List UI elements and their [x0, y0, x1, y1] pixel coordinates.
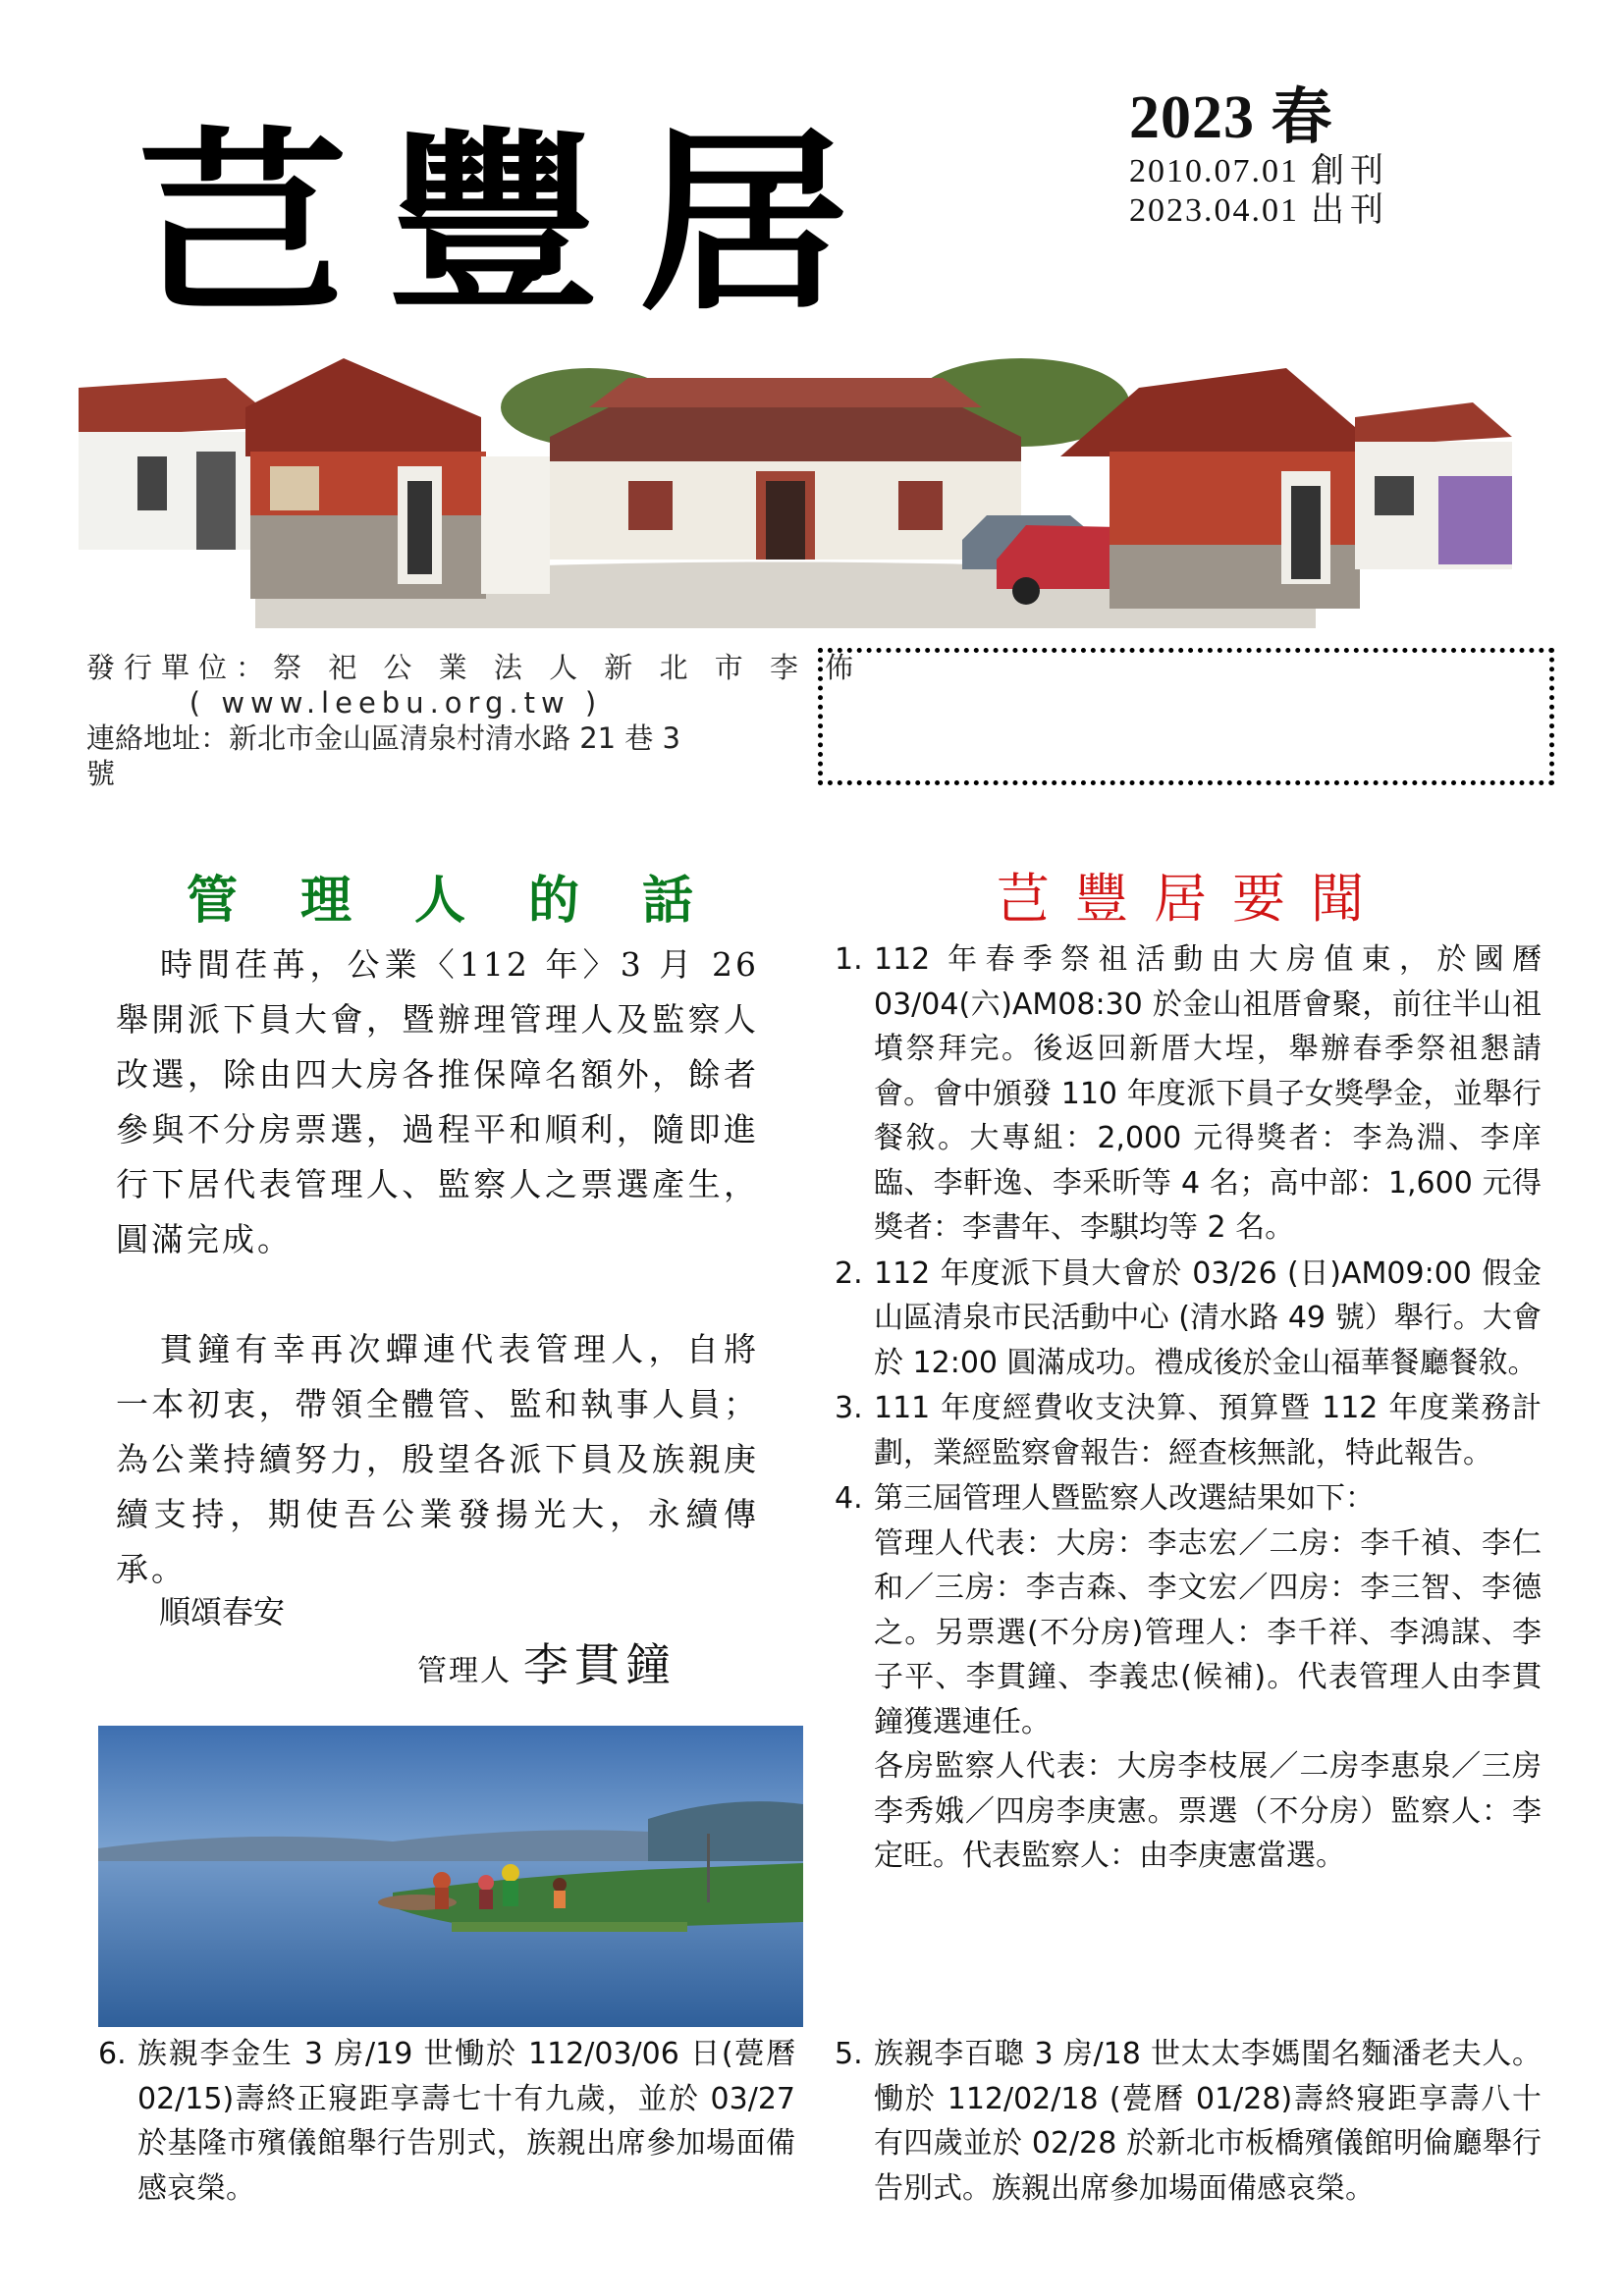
publisher-address-overflow: 號	[86, 757, 116, 790]
news-text: 第三屆管理人暨監察人改選結果如下：	[874, 1481, 1375, 1516]
lakeside-photo	[98, 1726, 803, 2027]
publisher-address: 連絡地址：新北市金山區清泉村清水路 21 巷 3	[86, 721, 681, 755]
news-list	[835, 937, 1542, 1880]
news-item	[835, 1476, 1542, 1879]
message-paragraph: 時間荏苒，公業〈112 年〉3 月 26 舉開派下員大會，暨辦理管理人及監察人改選，除由四大房各推保障名額外，餘者參與不分房票選，過程平和順利，隨即進行下居代表管理人、監察人之票選產生，圓滿完成。	[116, 945, 759, 1258]
closing-greeting: 順頌春安	[159, 1593, 286, 1630]
signature-role: 管理人	[417, 1654, 512, 1688]
publisher-unit: 發行單位：祭 祀 公 業 法 人 新 北 市 李 佈	[86, 651, 863, 684]
news-text: 族親李百聰 3 房/18 世太太李媽閨名麵潘老夫人。慟於 112/02/18 (甍曆 01/28)壽終寢距享壽八十有四歲並於 02/28 於新北市板橋殯儀館明倫廳舉行告別式。族親出席參加場面備感哀榮。	[874, 2037, 1542, 2206]
founded-tag: 創刊	[1311, 153, 1389, 189]
news-item-6	[98, 2032, 795, 2211]
address-label-box	[818, 648, 1554, 785]
manager-message-heading: 管理人的話	[187, 872, 757, 931]
founded-date: 2010.07.01	[1129, 153, 1299, 189]
ancestral-house-photo	[79, 348, 1512, 628]
publisher-website[interactable]: ( www.leebu.org.tw )	[189, 686, 603, 720]
news-heading: 芑豐居要聞	[997, 868, 1389, 930]
message-paragraph: 貫鐘有幸再次蟬連代表管理人，自將一本初衷，帶領全體管、監和執事人員；為公業持續努力，殷望各派下員及族親庚續支持，期使吾公業發揚光大，永續傳承。	[116, 1330, 759, 1588]
news-number: 1.	[835, 942, 863, 977]
news-text: 111 年度經費收支決算、預算暨 112 年度業務計劃，業經監察會報告：經查核無訛，特此報告。	[874, 1391, 1542, 1470]
news-subtext: 各房監察人代表：大房李枝展／二房李惠泉／三房李秀娥／四房李庚憲。票選（不分房）監察人：李定旺。代表監察人：由李庚憲當選。	[874, 1749, 1542, 1873]
news-item	[835, 1252, 1542, 1386]
signature	[417, 1629, 677, 1694]
newsletter-title: 芑豐居	[137, 110, 889, 337]
signature-name: 李貫鐘	[523, 1638, 677, 1691]
published-date: 2023.04.01	[1129, 192, 1299, 229]
news-text: 族親李金生 3 房/19 世慟於 112/03/06 日(甍曆 02/15)壽終正寢距享壽七十有九歲，並於 03/27 於基隆市殯儀館舉行告別式，族親出席參加場面備感哀榮。	[137, 2037, 795, 2206]
news-number: 3.	[835, 1391, 863, 1425]
news-text: 112 年度派下員大會於 03/26 (日)AM09:00 假金山區清泉市民活動中心 (清水路 49 號）舉行。大會於 12:00 圓滿成功。禮成後於金山福華餐廳餐敘。	[874, 1255, 1542, 1380]
news-number: 5.	[835, 2037, 863, 2071]
news-text: 112 年春季祭祖活動由大房值東，於國曆 03/04(六)AM08:30 於金山祖厝會聚，前往半山祖墳祭拜完。後返回新厝大埕，舉辦春季祭祖懇請會。會中頒發 110 年度派下員子女獎學金，並舉行餐敘。大專組：2,000 元得獎者：李為淵、李庠臨、李軒逸、李釆昕等 4 名；高中部：1,600 元得獎者：李書年、李騏均等 2 名。	[874, 942, 1542, 1245]
news-item-5	[835, 2032, 1542, 2211]
masthead	[98, 98, 1056, 337]
news-item	[835, 937, 1542, 1251]
founded-line	[1129, 152, 1502, 191]
news-number: 4.	[835, 1481, 863, 1516]
issue-info	[1129, 83, 1502, 231]
published-line	[1129, 191, 1502, 231]
publisher-info	[86, 650, 863, 790]
published-tag: 出刊	[1311, 192, 1389, 229]
manager-message	[116, 937, 759, 1597]
news-item	[835, 1386, 1542, 1475]
news-number: 2.	[835, 1255, 863, 1291]
news-subtext: 管理人代表：大房：李志宏／二房：李千禎、李仁和／三房：李吉森、李文宏／四房：李三智、李德之。另票選(不分房)管理人：李千祥、李鴻謀、李子平、李貫鐘、李義忠(候補)。代表管理人由李貫鐘獲選連任。	[874, 1525, 1542, 1739]
news-number: 6.	[98, 2037, 127, 2071]
issue-year: 2023 春	[1129, 84, 1333, 151]
